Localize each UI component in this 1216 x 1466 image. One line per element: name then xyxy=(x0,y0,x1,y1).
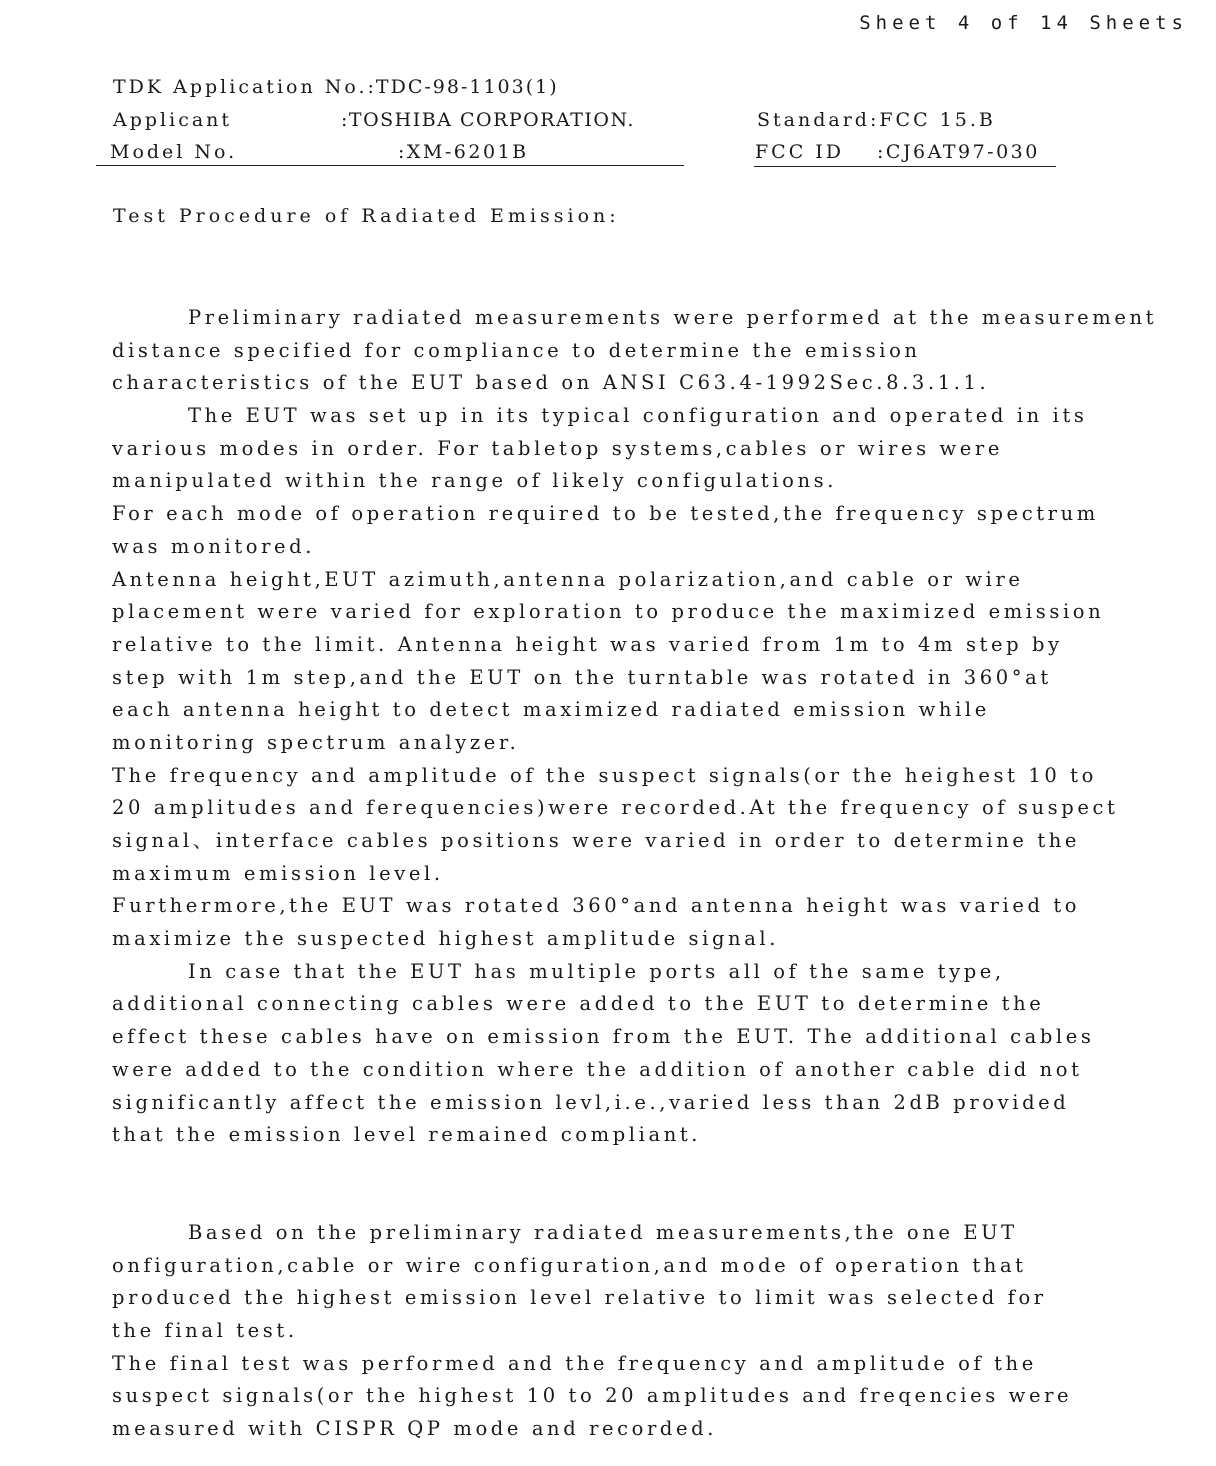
text-line: each antenna height to detect maximized radiated emission while xyxy=(112,698,990,722)
application-number-label: TDK Application No. xyxy=(113,76,368,98)
text-line: For each mode of operation required to be tested,the frequency spectrum xyxy=(112,502,1099,526)
text-line: additional connecting cables were added to the EUT to determine the xyxy=(112,992,1045,1016)
text-line: step with 1m step,and the EUT on the turntable was rotated in 360°at xyxy=(112,665,1052,689)
model-number-label: Model No. xyxy=(110,141,238,163)
text-line: suspect signals(or the highest 10 to 20 amplitudes and freqencies were xyxy=(112,1384,1073,1408)
text-line: Preliminary radiated measurements were performed at the measurement xyxy=(188,306,1158,329)
text-line: placement were varied for exploration to produce the maximized emission xyxy=(112,600,1105,624)
text-line: measured with CISPR QP mode and recorded. xyxy=(112,1417,718,1440)
text-line: Furthermore,the EUT was rotated 360°and antenna height was varied to xyxy=(112,894,1081,918)
header-underline-right xyxy=(754,166,1056,167)
text-line: the final test. xyxy=(112,1318,298,1342)
model-number-value: :XM-6201B xyxy=(398,141,529,163)
body-text xyxy=(112,302,1212,1446)
text-line: various modes in order. For tabletop systems,cables or wires were xyxy=(112,436,1003,460)
fcc-id-label: FCC ID xyxy=(755,141,845,163)
application-number-row xyxy=(113,76,559,98)
text-line: maximize the suspected highest amplitude signal. xyxy=(112,927,780,951)
text-line: onfiguration,cable or wire configuration,and mode of operation that xyxy=(112,1253,1027,1277)
paragraph-gap xyxy=(112,1152,1212,1217)
text-line: significantly affect the emission levl,i.e.,varied less than 2dB provided xyxy=(112,1090,1070,1114)
text-line: Antenna height,EUT azimuth,antenna polarization,and cable or wire xyxy=(112,567,1024,591)
text-line: monitoring spectrum analyzer. xyxy=(112,730,520,754)
text-line: manipulated within the range of likely configulations. xyxy=(112,469,838,493)
text-line: signal、interface cables positions were varied in order to determine the xyxy=(112,829,1081,852)
text-line: The final test was performed and the frequency and amplitude of the xyxy=(112,1351,1037,1375)
text-line: relative to the limit. Antenna height was varied from 1m to 4m step by xyxy=(112,632,1063,656)
text-line: distance specified for compliance to determine the emission xyxy=(112,338,921,362)
fcc-id-value: :CJ6AT97-030 xyxy=(877,141,1040,163)
text-line: were added to the condition where the addition of another cable did not xyxy=(112,1057,1083,1081)
text-line: that the emission level remained compliant. xyxy=(112,1123,702,1147)
section-title: Test Procedure of Radiated Emission: xyxy=(113,205,620,227)
text-line: The EUT was set up in its typical configuration and operated in its xyxy=(188,404,1088,428)
header-underline-left xyxy=(96,165,684,166)
application-number-value: :TDC-98-1103(1) xyxy=(367,76,559,98)
sheet-number: Sheet 4 of 14 Sheets xyxy=(859,12,1188,34)
applicant-value: :TOSHIBA CORPORATION. xyxy=(341,109,635,131)
text-line: In case that the EUT has multiple ports all of the same type, xyxy=(188,959,1005,983)
text-line: produced the highest emission level relative to limit was selected for xyxy=(112,1286,1047,1310)
text-line: 20 amplitudes and ferequencies)were recorded.At the frequency of suspect xyxy=(112,796,1119,820)
text-line: Based on the preliminary radiated measurements,the one EUT xyxy=(188,1220,1018,1244)
text-line: maximum emission level. xyxy=(112,861,444,885)
applicant-label: Applicant xyxy=(113,109,233,131)
text-line: was monitored. xyxy=(112,534,316,558)
text-line: The frequency and amplitude of the suspect signals(or the heighest 10 to xyxy=(112,763,1097,787)
text-line: characteristics of the EUT based on ANSI C63.4-1992Sec.8.3.1.1. xyxy=(112,371,990,395)
standard: Standard:FCC 15.B xyxy=(757,109,996,131)
text-line: effect these cables have on emission from the EUT. The additional cables xyxy=(112,1025,1095,1049)
